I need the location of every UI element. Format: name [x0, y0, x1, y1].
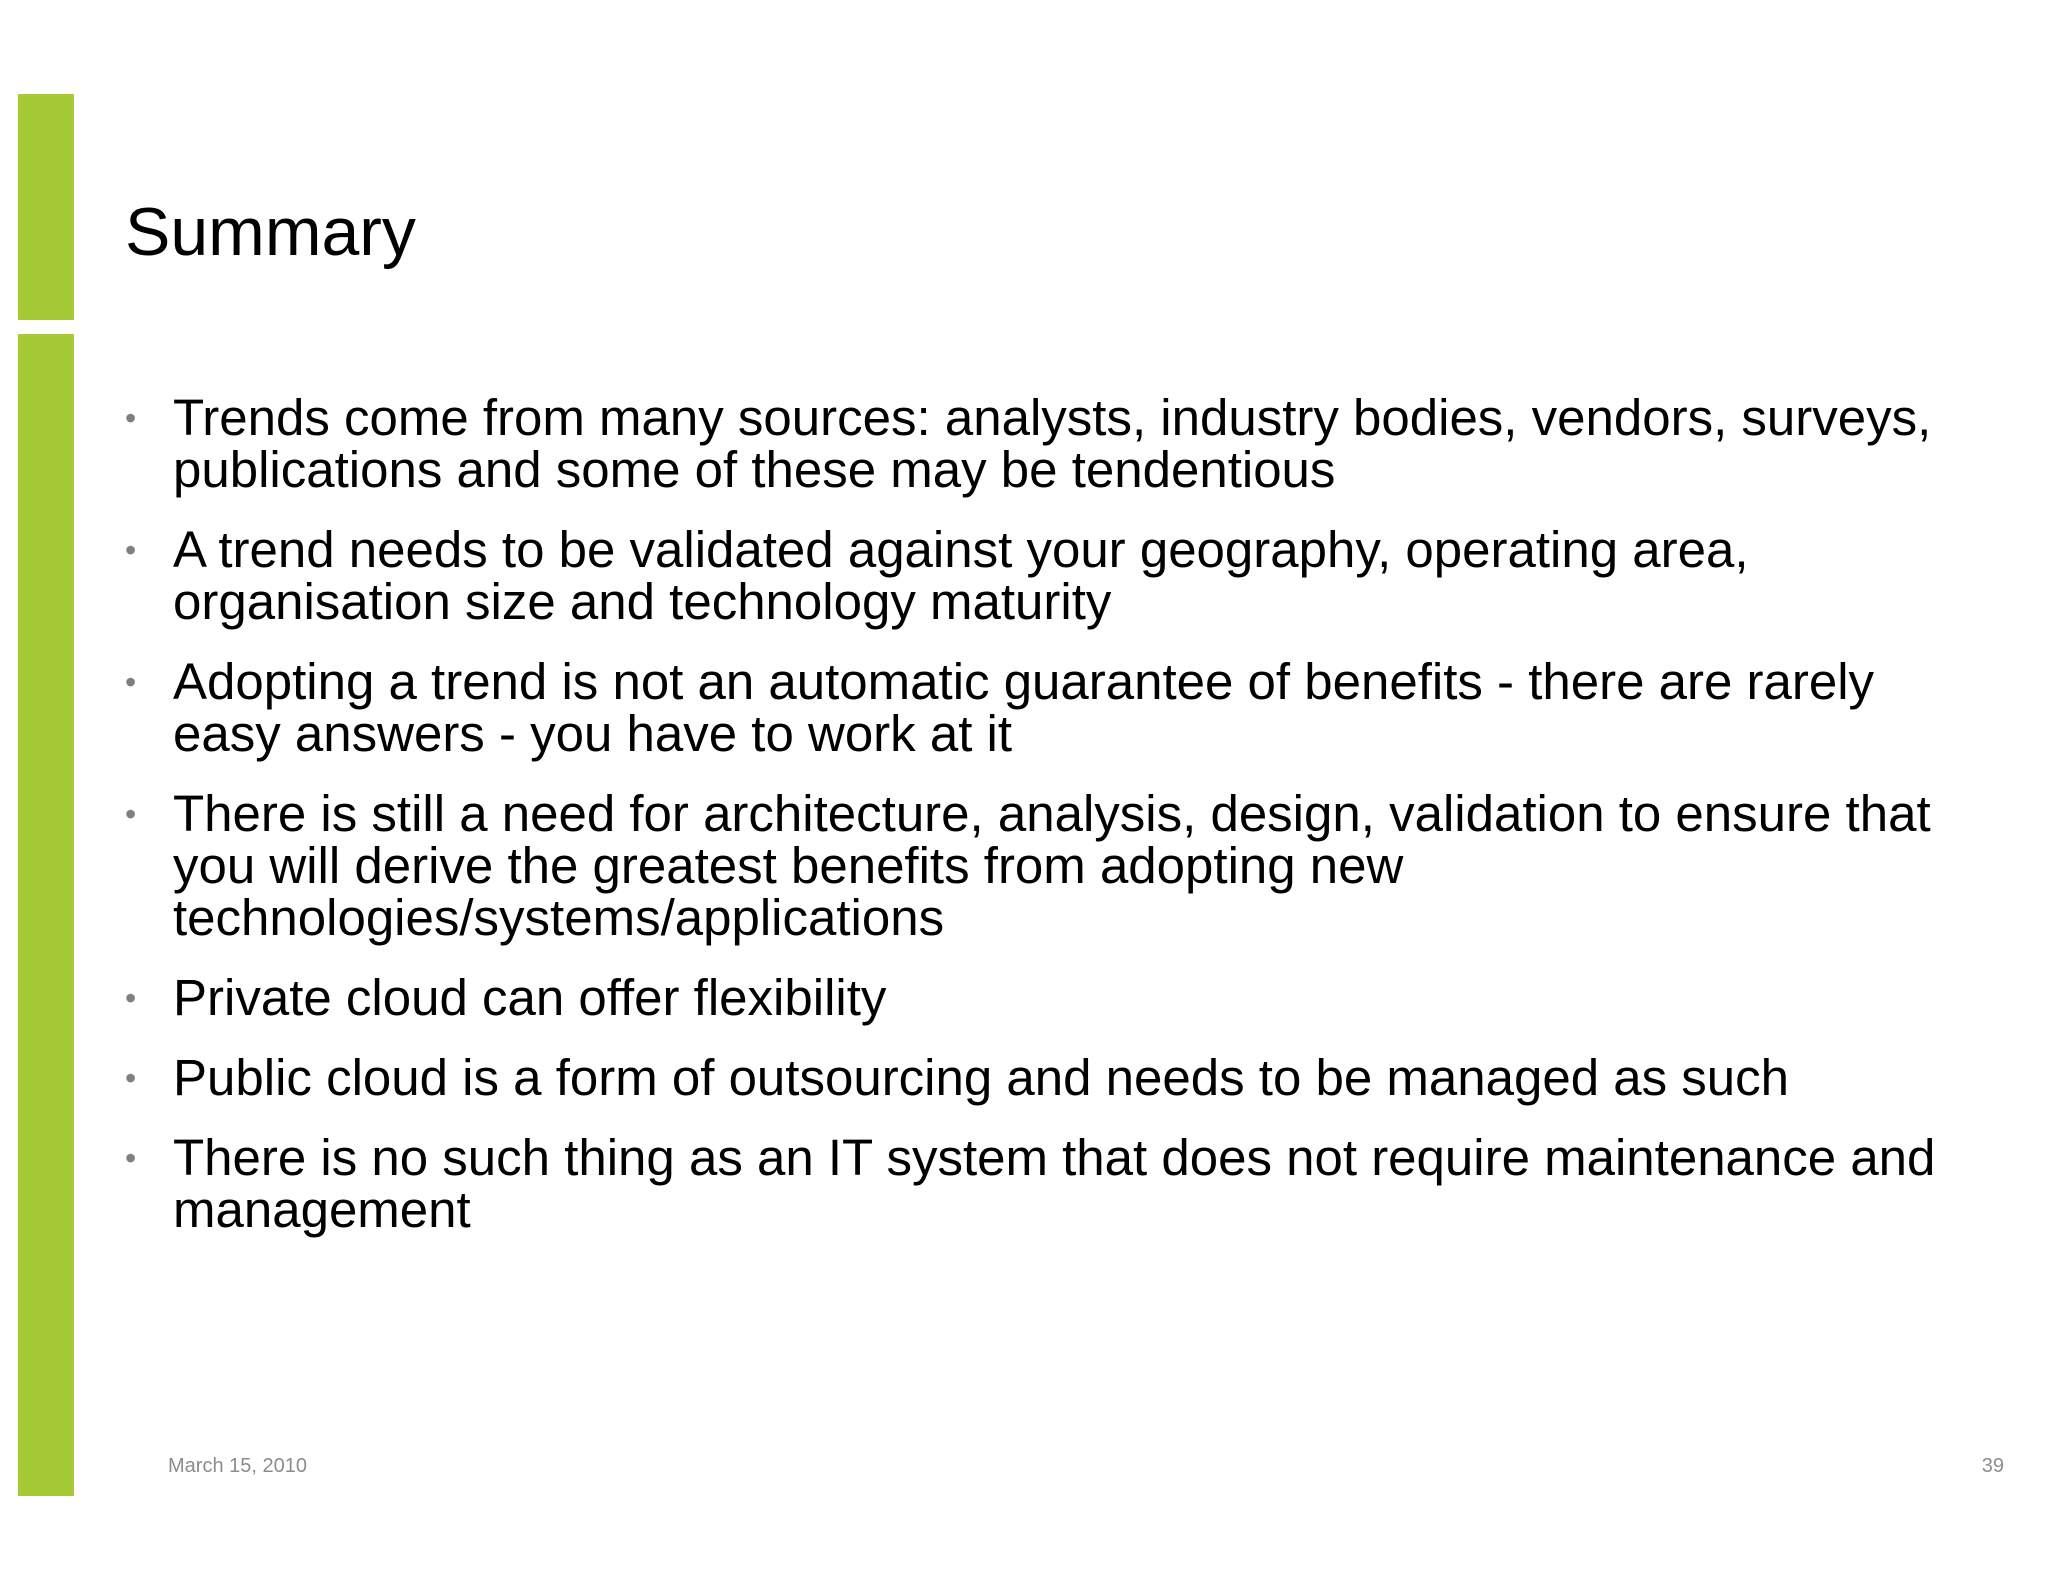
bullet-dot-icon: •	[125, 796, 137, 832]
bullet-list	[125, 389, 1945, 1264]
bullet-text: There is no such thing as an IT system that does not require maintenance and management	[173, 1129, 1936, 1238]
slide-title: Summary	[125, 194, 416, 270]
bullet-text: Adopting a trend is not an automatic guarantee of benefits - there are rarely easy answers - you have to work at it	[173, 653, 1875, 762]
bullet-item	[125, 389, 1945, 498]
accent-bar-top	[18, 94, 74, 320]
bullet-item	[125, 1129, 1945, 1238]
bullet-item	[125, 969, 1945, 1026]
bullet-dot-icon: •	[125, 532, 137, 568]
bullet-text: Trends come from many sources: analysts, industry bodies, vendors, surveys, publications and some of these may be tendentious	[173, 389, 1932, 498]
bullet-item	[125, 785, 1945, 946]
bullet-dot-icon: •	[125, 1140, 137, 1176]
bullet-item	[125, 653, 1945, 762]
bullet-item	[125, 1049, 1945, 1106]
bullet-dot-icon: •	[125, 664, 137, 700]
bullet-text: Public cloud is a form of outsourcing and needs to be managed as such	[173, 1049, 1789, 1106]
footer-date: March 15, 2010	[168, 1455, 307, 1477]
footer-page-number: 39	[1981, 1455, 2004, 1477]
bullet-item	[125, 521, 1945, 630]
bullet-text: There is still a need for architecture, analysis, design, validation to ensure that you will derive the greatest benefits from adopting new technologies/systems/applications	[173, 785, 1931, 946]
accent-bar-bottom	[18, 334, 74, 1496]
bullet-text: Private cloud can offer flexibility	[173, 969, 887, 1026]
bullet-dot-icon: •	[125, 980, 137, 1016]
bullet-dot-icon: •	[125, 400, 137, 436]
bullet-text: A trend needs to be validated against your geography, operating area, organisation size and technology maturity	[173, 521, 1749, 630]
bullet-dot-icon: •	[125, 1060, 137, 1096]
